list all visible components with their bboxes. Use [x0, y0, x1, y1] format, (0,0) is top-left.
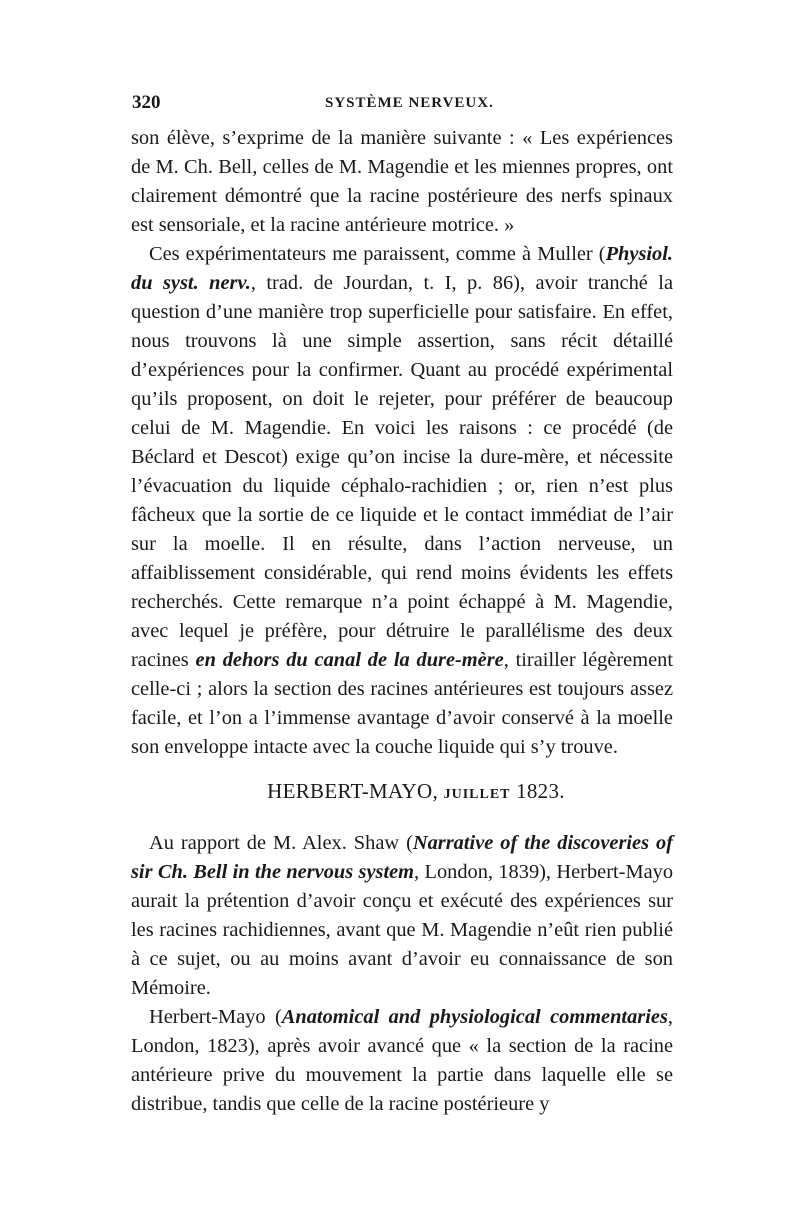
- citation-anatomical: Anatomical and physiological commentaries: [281, 1006, 668, 1028]
- paragraph-3-text-a: Au rapport de M. Alex. Shaw (: [149, 832, 413, 854]
- page-number: 320: [132, 92, 161, 113]
- paragraph-2-text-a: Ces expérimentateurs me paraissent, comme à Muller (: [149, 243, 606, 265]
- paragraph-2-text-c: , trad. de Jourdan, t. I, p. 86), avoir tranché la question d’une manière trop superficielle pour satisfaire. En effet, nous trouvons là une simple assertion, sans récit détaillé d’expériences pour la confirmer. Quant au procédé expérimental qu’ils proposent, on doit le rejeter, pour préférer de beaucoup celui de M. Magendie. En voici les raisons : ce procédé (de Béclard et Descot) exige qu’on incise la dure-mère, et nécessite l’évacuation du liquide céphalo-rachidien ; or, rien n’est plus fâcheux que la sortie de ce liquide et le contact immédiat de l’air sur la moelle. Il en résulte, dans l’action nerveuse, un affaiblissement considérable, qui rend moins évidents les effets recherchés. Cette remarque n’a point échappé à M. Magendie, avec lequel je préfère, pour détruire le parallélisme des deux racines: [131, 272, 673, 671]
- section-heading-month: JUILLET: [443, 787, 511, 802]
- paragraph-4-text-a: Herbert-Mayo (: [149, 1006, 282, 1028]
- paragraph-3-text-c: , London, 1839), Herbert-Mayo aurait la prétention d’avoir conçu et exécuté des expériences sur les racines rachidiennes, avant que M. Magendie n’eût rien publié à ce sujet, ou au moins avant d’avoir eu connaissance de son Mémoire.: [131, 861, 674, 999]
- book-page: [131, 92, 673, 1119]
- running-head: [131, 92, 673, 122]
- emphasis-dure-mere: en dehors du canal de la dure-mère: [195, 649, 504, 671]
- paragraph-1: [131, 124, 673, 240]
- citation-physiol: Physiol. du syst. nerv.: [131, 243, 673, 294]
- citation-narrative: Narrative of the discoveries of sir Ch. Bell in the nervous system: [131, 832, 673, 883]
- section-heading: [131, 777, 673, 809]
- section-heading-name: HERBERT-MAYO,: [267, 779, 439, 803]
- paragraph-2-text-e: , tirailler légèrement celle-ci ; alors la section des racines antérieures est toujours assez facile, et l’on a l’immense avantage d’avoir conservé à la moelle son enveloppe intacte avec la couche liquide qui s’y trouve.: [131, 649, 673, 758]
- paragraph-1-text: son élève, s’exprime de la manière suivante : « Les expériences de M. Ch. Bell, celles de M. Magendie et les miennes propres, ont clairement démontré que la racine postérieure des nerfs spinaux est sensoriale, et la racine antérieure motrice. »: [131, 127, 673, 236]
- paragraph-4: [131, 1003, 673, 1119]
- paragraph-2: [131, 240, 673, 762]
- paragraph-3: [131, 829, 673, 1003]
- section-heading-year: 1823.: [516, 779, 565, 803]
- running-title: SYSTÈME NERVEUX.: [325, 95, 494, 111]
- paragraph-4-text-c: , London, 1823), après avoir avancé que « la section de la racine antérieure prive du mouvement la partie dans laquelle elle se distribue, tandis que celle de la racine postérieure y: [131, 1006, 673, 1115]
